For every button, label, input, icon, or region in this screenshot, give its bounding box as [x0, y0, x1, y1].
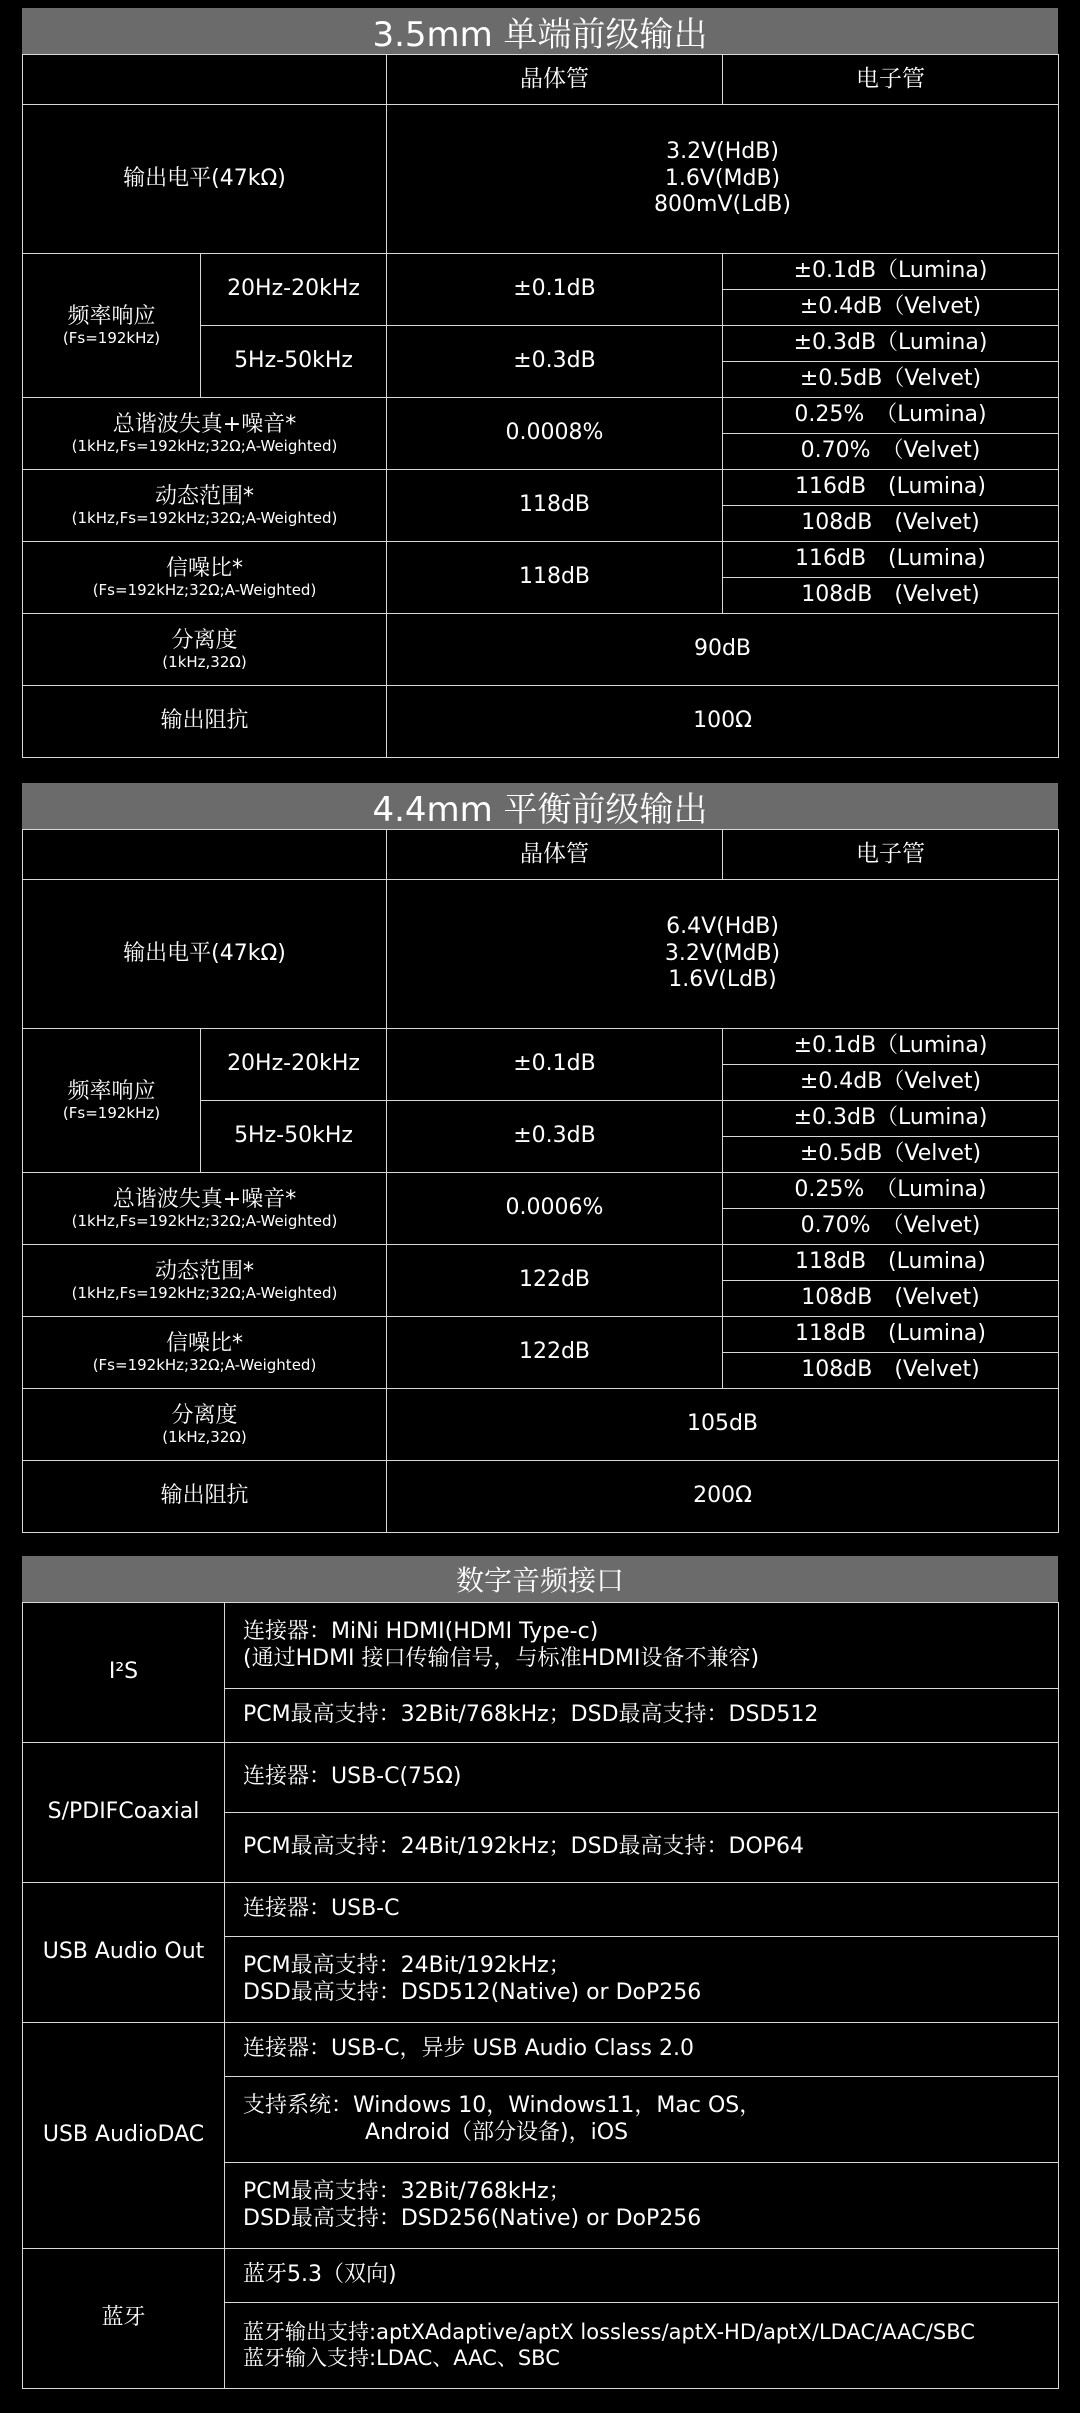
impedance-label: 输出阻抗 [23, 686, 387, 758]
thd-label-cell [23, 1173, 387, 1245]
i2s-connector [225, 1603, 1059, 1689]
udac-sys-line1: 支持系统：Windows 10，Windows11，Mac OS， [243, 2093, 762, 2119]
thd-tube-lumina: 0.25% （Lumina) [723, 1173, 1059, 1209]
section-title-digital: 数字音频接口 [22, 1556, 1058, 1602]
freq-1-tube-lumina: ±0.1dB（Lumina) [723, 254, 1059, 290]
dr-tube-velvet: 108dB (Velvet) [723, 1281, 1059, 1317]
snr-label: 信噪比* [165, 1330, 243, 1356]
usb-dac-systems [225, 2077, 1059, 2163]
udac-sys-line2: Android（部分设备)，iOS [365, 2119, 629, 2145]
sep-label-cell [23, 614, 387, 686]
freq-2-tube-velvet: ±0.5dB（Velvet) [723, 362, 1059, 398]
dr-transistor: 122dB [387, 1245, 723, 1317]
thd-label-cell [23, 398, 387, 470]
output-level-m: 3.2V(MdB) [664, 940, 781, 966]
udac-pcm-line1: PCM最高支持：32Bit/768kHz； [243, 2179, 571, 2205]
snr-sub: (Fs=192kHz;32Ω;A-Weighted) [92, 1356, 317, 1375]
output-level-h: 6.4V(HdB) [666, 914, 779, 940]
dr-label: 动态范围* [154, 483, 254, 509]
snr-tube-velvet: 108dB (Velvet) [723, 1353, 1059, 1389]
freq-label: 频率响应 [67, 303, 156, 329]
output-level-values [387, 880, 1059, 1029]
freq-1-tube-velvet: ±0.4dB（Velvet) [723, 290, 1059, 326]
thd-tube-lumina: 0.25% （Lumina) [723, 398, 1059, 434]
output-level-m: 1.6V(MdB) [664, 165, 781, 191]
freq-1-tube-lumina: ±0.1dB（Lumina) [723, 1029, 1059, 1065]
snr-transistor: 122dB [387, 1317, 723, 1389]
i2s-connector-line1: 连接器：MiNi HDMI(HDMI Type-c) [243, 1619, 599, 1645]
spec-table-bal [22, 829, 1059, 1533]
bluetooth-version: 蓝牙5.3（双向) [225, 2249, 1059, 2303]
thd-sub: (1kHz,Fs=192kHz;32Ω;A-Weighted) [71, 437, 338, 456]
freq-sub: (Fs=192kHz) [62, 329, 161, 348]
usb-audio-out-pcm [225, 1937, 1059, 2023]
freq-1-tube-velvet: ±0.4dB（Velvet) [723, 1065, 1059, 1101]
i2s-label: I²S [23, 1603, 225, 1743]
snr-tube-lumina: 118dB (Lumina) [723, 1317, 1059, 1353]
snr-label-cell [23, 542, 387, 614]
dr-label: 动态范围* [154, 1258, 254, 1284]
output-level-l: 800mV(LdB) [654, 192, 791, 218]
section-title-se: 3.5mm 单端前级输出 [22, 8, 1058, 54]
output-level-label: 输出电平(47kΩ) [23, 880, 387, 1029]
freq-2-tube-lumina: ±0.3dB（Lumina) [723, 326, 1059, 362]
col-tube: 电子管 [723, 55, 1059, 105]
usb-dac-connector: 连接器：USB-C，异步 USB Audio Class 2.0 [225, 2023, 1059, 2077]
impedance-value: 100Ω [387, 686, 1059, 758]
freq-1-transistor: ±0.1dB [387, 1029, 723, 1101]
snr-sub: (Fs=192kHz;32Ω;A-Weighted) [92, 581, 317, 600]
usb-dac-label: USB AudioDAC [23, 2023, 225, 2249]
output-level-label: 输出电平(47kΩ) [23, 105, 387, 254]
thd-label: 总谐波失真+噪音* [112, 1186, 297, 1212]
freq-range-2: 5Hz-50kHz [201, 326, 387, 398]
header-empty [23, 55, 387, 105]
i2s-connector-line2: (通过HDMI 接口传输信号，与标准HDMI设备不兼容) [243, 1645, 760, 1671]
thd-tube-velvet: 0.70% （Velvet) [723, 1209, 1059, 1245]
output-level-h: 3.2V(HdB) [666, 139, 779, 165]
thd-transistor: 0.0006% [387, 1173, 723, 1245]
bt-out-codecs: 蓝牙输出支持:aptXAdaptive/aptX lossless/aptX-HD/aptX/LDAC/AAC/SBC [243, 2320, 975, 2345]
usb-audio-out-label: USB Audio Out [23, 1883, 225, 2023]
i2s-pcm: PCM最高支持：32Bit/768kHz；DSD最高支持：DSD512 [225, 1689, 1059, 1743]
freq-1-transistor: ±0.1dB [387, 254, 723, 326]
dr-label-cell [23, 470, 387, 542]
sep-sub: (1kHz,32Ω) [162, 1428, 247, 1447]
impedance-value: 200Ω [387, 1461, 1059, 1533]
spec-table-se [22, 54, 1059, 758]
freq-response-label [23, 1029, 201, 1173]
dr-tube-lumina: 118dB (Lumina) [723, 1245, 1059, 1281]
sep-value: 90dB [387, 614, 1059, 686]
bluetooth-label: 蓝牙 [23, 2249, 225, 2389]
freq-label: 频率响应 [67, 1078, 156, 1104]
col-transistor: 晶体管 [387, 830, 723, 880]
bluetooth-codecs [225, 2303, 1059, 2389]
spdif-connector: 连接器：USB-C(75Ω) [225, 1743, 1059, 1813]
freq-2-tube-lumina: ±0.3dB（Lumina) [723, 1101, 1059, 1137]
output-level-values [387, 105, 1059, 254]
thd-transistor: 0.0008% [387, 398, 723, 470]
freq-2-transistor: ±0.3dB [387, 1101, 723, 1173]
dr-tube-velvet: 108dB (Velvet) [723, 506, 1059, 542]
section-title-bal: 4.4mm 平衡前级输出 [22, 783, 1058, 829]
sep-label-cell [23, 1389, 387, 1461]
usb-audio-out-connector: 连接器：USB-C [225, 1883, 1059, 1937]
dr-sub: (1kHz,Fs=192kHz;32Ω;A-Weighted) [71, 509, 338, 528]
uao-pcm-line1: PCM最高支持：24Bit/192kHz； [243, 1953, 571, 1979]
snr-tube-lumina: 116dB (Lumina) [723, 542, 1059, 578]
impedance-label: 输出阻抗 [23, 1461, 387, 1533]
freq-sub: (Fs=192kHz) [62, 1104, 161, 1123]
sep-value: 105dB [387, 1389, 1059, 1461]
snr-tube-velvet: 108dB (Velvet) [723, 578, 1059, 614]
col-tube: 电子管 [723, 830, 1059, 880]
freq-range-1: 20Hz-20kHz [201, 254, 387, 326]
usb-dac-pcm [225, 2163, 1059, 2249]
freq-response-label [23, 254, 201, 398]
header-empty [23, 830, 387, 880]
freq-range-2: 5Hz-50kHz [201, 1101, 387, 1173]
thd-tube-velvet: 0.70% （Velvet) [723, 434, 1059, 470]
freq-2-tube-velvet: ±0.5dB（Velvet) [723, 1137, 1059, 1173]
uao-pcm-line2: DSD最高支持：DSD512(Native) or DoP256 [243, 1979, 702, 2005]
snr-label: 信噪比* [165, 555, 243, 581]
spdif-label: S/PDIFCoaxial [23, 1743, 225, 1883]
thd-sub: (1kHz,Fs=192kHz;32Ω;A-Weighted) [71, 1212, 338, 1231]
dr-sub: (1kHz,Fs=192kHz;32Ω;A-Weighted) [71, 1284, 338, 1303]
output-level-l: 1.6V(LdB) [668, 967, 777, 993]
dr-tube-lumina: 116dB (Lumina) [723, 470, 1059, 506]
spdif-pcm: PCM最高支持：24Bit/192kHz；DSD最高支持：DOP64 [225, 1813, 1059, 1883]
udac-pcm-line2: DSD最高支持：DSD256(Native) or DoP256 [243, 2205, 702, 2231]
freq-range-1: 20Hz-20kHz [201, 1029, 387, 1101]
sep-sub: (1kHz,32Ω) [162, 653, 247, 672]
thd-label: 总谐波失真+噪音* [112, 411, 297, 437]
dr-label-cell [23, 1245, 387, 1317]
sep-label: 分离度 [171, 1402, 238, 1428]
sep-label: 分离度 [171, 627, 238, 653]
digital-interface-table [22, 1602, 1059, 2389]
dr-transistor: 118dB [387, 470, 723, 542]
snr-transistor: 118dB [387, 542, 723, 614]
snr-label-cell [23, 1317, 387, 1389]
freq-2-transistor: ±0.3dB [387, 326, 723, 398]
bt-in-codecs: 蓝牙输入支持:LDAC、AAC、SBC [243, 2345, 560, 2370]
col-transistor: 晶体管 [387, 55, 723, 105]
